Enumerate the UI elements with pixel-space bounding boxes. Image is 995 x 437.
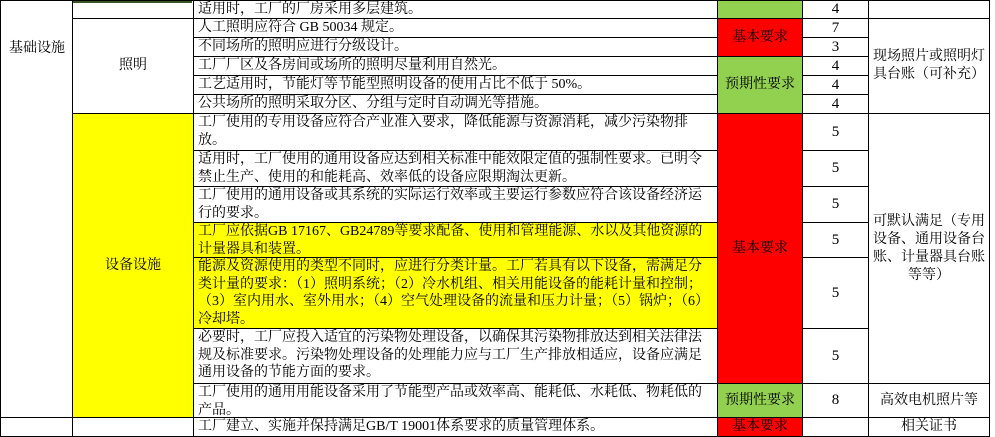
- cell-reqtype-basic-partial[interactable]: [717, 417, 803, 437]
- cell-criterion-2[interactable]: 不同场所的照明应进行分级设计。: [193, 37, 718, 57]
- basic-requirement-label: 基本要求: [732, 419, 788, 434]
- cell-reqtype-expected-equipment[interactable]: [717, 383, 803, 418]
- cell-criterion-11[interactable]: 必要时，工厂应投入适宜的污染物处理设备，以确保其污染物排放达到相关法律法规及标准要求。污染物处理设备的处理能力应与工厂生产排放相适应，设备应满足通用设备的节能方面的要求。: [193, 328, 718, 384]
- cell-score-8[interactable]: 5: [802, 186, 869, 223]
- subcategory-equipment-label: 设备设施: [105, 257, 161, 273]
- cell-subcategory-next-partial[interactable]: [72, 417, 194, 437]
- cell-subcategory-lighting[interactable]: [72, 18, 194, 114]
- cell-criterion-8[interactable]: 工厂使用的通用设备或其系统的实际运行效率或主要运行参数应符合该设备经济运行的要求。: [193, 186, 718, 223]
- cell-criterion-6[interactable]: 工厂使用的专用设备应符合产业准入要求，降低能源与资源消耗，减少污染物排放。: [193, 113, 718, 151]
- cell-score-5[interactable]: 4: [802, 94, 869, 114]
- cell-evidence-energy-saving[interactable]: [868, 383, 990, 418]
- cell-criterion-1[interactable]: 人工照明应符合 GB 50034 规定。: [193, 18, 718, 38]
- evidence-energy-saving-label: 高效电机照片等: [880, 392, 978, 408]
- cell-criterion-9[interactable]: 工厂应依据GB 17167、GB24789等要求配备、使用和管理能源、水以及其他资源的计量器具和装置。: [193, 222, 718, 258]
- cell-score-3[interactable]: 4: [802, 56, 869, 76]
- previous-section-fill-strip: [73, 1, 192, 3]
- cell-criterion-0[interactable]: 适用时，工厂的厂房采用多层建筑。: [193, 0, 718, 19]
- cell-subcategory-equipment[interactable]: [72, 113, 194, 418]
- cell-score-6[interactable]: 5: [802, 113, 869, 151]
- evidence-lighting-label: 现场照片或照明灯具台账（可补充）: [873, 49, 985, 82]
- basic-requirement-label: 基本要求: [732, 29, 788, 45]
- cell-score-9[interactable]: 5: [802, 222, 869, 258]
- cell-score-2[interactable]: 3: [802, 37, 869, 57]
- cell-criterion-7[interactable]: 适用时，工厂使用的通用设备应达到相关标准中能效限定值的强制性要求。已明令禁止生产、使用的和能耗高、效率低的设备应限期淘汰更新。: [193, 150, 718, 187]
- cell-reqtype-basic-lighting[interactable]: [717, 18, 803, 57]
- cell-evidence-lighting[interactable]: [868, 18, 990, 114]
- expected-requirement-label: 预期性要求: [725, 77, 795, 92]
- cell-score-7[interactable]: 5: [802, 150, 869, 187]
- cell-reqtype-expected-lighting[interactable]: [717, 56, 803, 114]
- cell-criterion-10[interactable]: 能源及资源使用的类型不同时，应进行分类计量。工厂若具有以下设备，需满足分类计量的要求：（1）照明系统；（2）冷水机组、相关用能设备的能耗计量和控制；（3）室内用水、室外用水；（4）空气处理设备的流量和压力计量；（5）锅炉；（6）冷却塔。: [193, 257, 718, 329]
- category-infrastructure-label: 基础设施: [9, 41, 65, 56]
- cell-score-4[interactable]: 4: [802, 75, 869, 95]
- cell-criterion-5[interactable]: 公共场所的照明采取分区、分组与定时自动调光等措施。: [193, 94, 718, 114]
- cell-score-11[interactable]: 5: [802, 328, 869, 384]
- cell-score-10[interactable]: 5: [802, 257, 869, 329]
- cell-evidence-bottom-partial[interactable]: [868, 417, 990, 437]
- evidence-equipment-label: 可默认满足（专用设备、通用设备台账、计量器具台账等等）: [873, 213, 985, 283]
- subcategory-lighting-label: 照明: [119, 58, 147, 73]
- basic-requirement-label: 基本要求: [732, 240, 788, 256]
- cell-reqtype-basic-equipment[interactable]: [717, 113, 803, 384]
- cell-evidence-equipment[interactable]: [868, 113, 990, 384]
- cell-evidence-cut[interactable]: [868, 0, 990, 19]
- cell-category-infrastructure[interactable]: [0, 0, 73, 418]
- cell-category-next-partial[interactable]: [0, 417, 73, 437]
- cell-criterion-3[interactable]: 工厂厂区及各房间或场所的照明尽量利用自然光。: [193, 56, 718, 76]
- expected-requirement-label: 预期性要求: [725, 392, 795, 408]
- evidence-bottom-label: 相关证书: [901, 419, 957, 434]
- cell-reqtype-cut[interactable]: [717, 0, 803, 19]
- cell-score-1[interactable]: 7: [802, 18, 869, 38]
- cell-score-0[interactable]: 4: [802, 0, 869, 19]
- cell-criterion-12[interactable]: 工厂使用的通用用能设备采用了节能型产品或效率高、能耗低、水耗低、物耗低的产品。: [193, 383, 718, 418]
- cell-score-13-partial[interactable]: [802, 417, 869, 437]
- cell-criterion-4[interactable]: 工艺适用时，节能灯等节能型照明设备的使用占比不低于 50%。: [193, 75, 718, 95]
- cell-criterion-13-partial[interactable]: 工厂建立、实施并保持满足GB/T 19001体系要求的质量管理体系。: [193, 417, 718, 437]
- cell-score-12[interactable]: 8: [802, 383, 869, 418]
